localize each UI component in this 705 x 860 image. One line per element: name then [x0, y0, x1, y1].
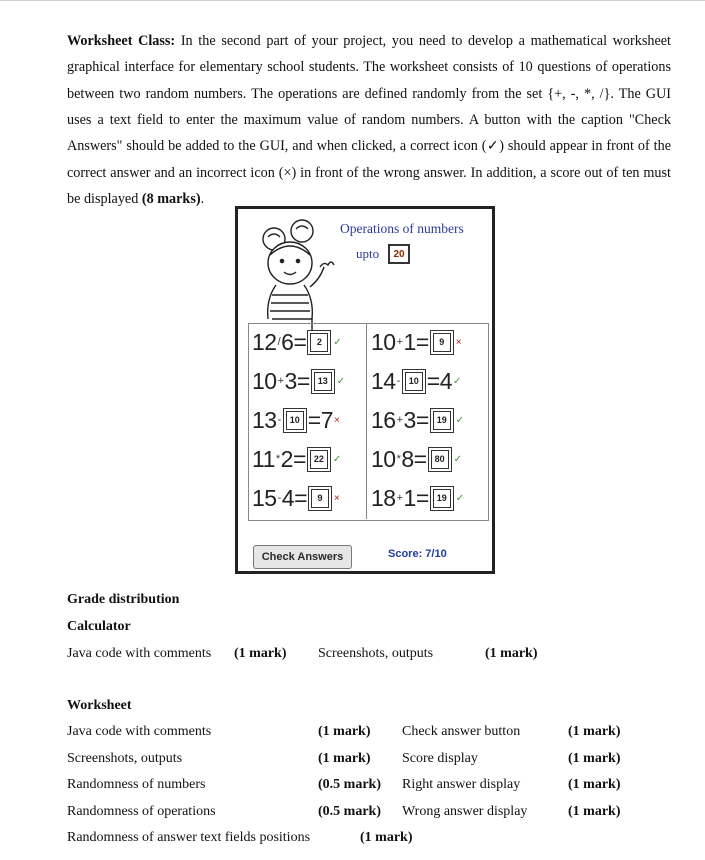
grade-last-item: Randomness of answer text fields positions — [67, 830, 311, 845]
result-value: 7 — [320, 406, 333, 433]
grade-row-right: Check answer button — [402, 724, 521, 739]
answer-field[interactable]: 9 — [311, 489, 329, 508]
grade-row-left-mark: (1 mark) — [318, 751, 371, 766]
answer-field[interactable]: 10 — [286, 411, 304, 430]
operand-b: 1 — [403, 328, 416, 355]
correct-icon: ✓ — [455, 414, 464, 426]
wrong-icon: × — [455, 336, 462, 348]
answer-field[interactable]: 2 — [310, 333, 328, 352]
answer-field[interactable]: 10 — [405, 372, 423, 391]
calc-screens-item: Screenshots, outputs — [318, 646, 434, 661]
operand-a: 12 — [252, 328, 277, 355]
operator: - — [396, 375, 400, 387]
check-answers-button[interactable]: Check Answers — [253, 545, 352, 569]
wrong-icon: × — [334, 492, 340, 504]
operand-a: 18 — [371, 484, 396, 511]
equals-sign: = — [294, 484, 307, 511]
description-marks: (8 marks) — [141, 190, 201, 207]
result-value: 4 — [439, 367, 452, 394]
grade-row-left-mark: (1 mark) — [318, 724, 371, 739]
grade-row-left: Randomness of numbers — [67, 777, 206, 792]
grade-row-right-mark: (1 mark) — [568, 777, 621, 792]
worksheet-grades-heading: Worksheet — [67, 698, 132, 713]
description-end: . — [200, 190, 205, 207]
grade-last-mark: (1 mark) — [360, 830, 413, 845]
worksheet-description — [67, 28, 671, 212]
grade-distribution-heading: Grade distribution — [67, 592, 180, 607]
wrong-icon: × — [334, 414, 340, 426]
description-label: Worksheet Class: — [67, 33, 176, 50]
equation-row — [252, 364, 345, 398]
equation-row — [252, 442, 341, 476]
operand-b: 3 — [284, 367, 297, 394]
equals-sign: = — [292, 445, 306, 472]
equations-divider — [366, 323, 367, 519]
worksheet-title: Operations of numbers — [340, 221, 464, 236]
operand-b: 8 — [401, 445, 414, 472]
grade-row-right: Score display — [402, 751, 478, 766]
grade-row-right-mark: (1 mark) — [568, 804, 621, 819]
equals-sign: = — [293, 328, 307, 355]
correct-icon: ✓ — [455, 492, 464, 504]
grade-row-right-mark: (1 mark) — [568, 751, 621, 766]
operand-a: 10 — [252, 367, 277, 394]
equation-row — [252, 481, 339, 515]
calc-screens-mark: (1 mark) — [485, 646, 538, 661]
equation-row — [371, 442, 462, 476]
grade-row-right: Right answer display — [402, 777, 521, 792]
operand-a: 11 — [252, 445, 275, 472]
girl-illustration — [252, 215, 340, 335]
answer-field[interactable]: 13 — [314, 372, 332, 391]
operator: * — [396, 453, 401, 465]
operator: - — [277, 414, 281, 426]
operand-a: 15 — [252, 484, 277, 511]
operator: + — [396, 492, 403, 504]
correct-icon: ✓ — [453, 453, 462, 465]
equals-sign: = — [415, 328, 429, 355]
correct-icon: ✓ — [336, 375, 345, 387]
equation-row — [371, 403, 464, 437]
equation-row — [371, 325, 461, 359]
equation-row — [252, 403, 339, 437]
operand-b: 6 — [281, 328, 294, 355]
equation-row — [371, 364, 461, 398]
operand-a: 14 — [371, 367, 396, 394]
operator: + — [396, 336, 403, 348]
operand-a: 13 — [252, 406, 277, 433]
operator: / — [277, 336, 281, 348]
operand-b: 2 — [280, 445, 293, 472]
answer-field[interactable]: 19 — [433, 489, 451, 508]
grade-row-left-mark: (0.5 mark) — [318, 804, 381, 819]
answer-field[interactable]: 9 — [433, 333, 451, 352]
operator: + — [277, 375, 284, 387]
grade-row-left: Screenshots, outputs — [67, 751, 183, 766]
description-text: In the second part of your project, you need to develop a mathematical worksheet graphical interface for elementary school students. The worksheet consists of 10 questions of operations between two random numbers. The operations are defined randomly from the set {+, -, *, /}. The GUI uses a text field to enter the maximum value of random numbers. A button with the caption "Check Answers" should be added to the GUI, and when clicked, a correct icon (✓) should appear in front of the correct answer and an incorrect icon (×) in front of the wrong answer. In addition, a score out of ten must be displayed — [67, 33, 671, 207]
equals-sign: = — [415, 406, 429, 433]
grade-row-right-mark: (1 mark) — [568, 724, 621, 739]
equals-sign: = — [426, 367, 440, 394]
equals-sign: = — [307, 406, 321, 433]
calc-code-mark: (1 mark) — [234, 646, 287, 661]
equation-row — [252, 325, 341, 359]
correct-icon: ✓ — [332, 453, 341, 465]
equation-row — [371, 481, 464, 515]
upto-label: upto — [356, 246, 380, 261]
equals-sign: = — [296, 367, 310, 394]
grade-row-left: Java code with comments — [67, 724, 212, 739]
operator: * — [275, 453, 280, 465]
top-divider — [0, 0, 705, 1]
grade-row-left: Randomness of operations — [67, 804, 216, 819]
operand-b: 1 — [403, 484, 416, 511]
operator: + — [396, 414, 403, 426]
operand-a: 10 — [371, 328, 396, 355]
grade-row-right: Wrong answer display — [402, 804, 528, 819]
equals-sign: = — [413, 445, 427, 472]
operand-b: 3 — [403, 406, 416, 433]
score-display: Score: 7/10 — [388, 548, 447, 560]
worksheet-screenshot — [235, 206, 495, 574]
operand-a: 10 — [371, 445, 396, 472]
operand-b: 4 — [281, 484, 295, 511]
answer-field[interactable]: 80 — [431, 450, 449, 469]
answer-field[interactable]: 22 — [310, 450, 328, 469]
max-value-input[interactable]: 20 — [388, 244, 410, 264]
grade-row-left-mark: (0.5 mark) — [318, 777, 381, 792]
operand-a: 16 — [371, 406, 396, 433]
answer-field[interactable]: 19 — [433, 411, 451, 430]
operator: - — [277, 492, 281, 504]
calc-code-item: Java code with comments — [67, 646, 212, 661]
correct-icon: ✓ — [453, 375, 461, 387]
calculator-heading: Calculator — [67, 619, 131, 634]
correct-icon: ✓ — [333, 336, 342, 348]
equals-sign: = — [415, 484, 429, 511]
